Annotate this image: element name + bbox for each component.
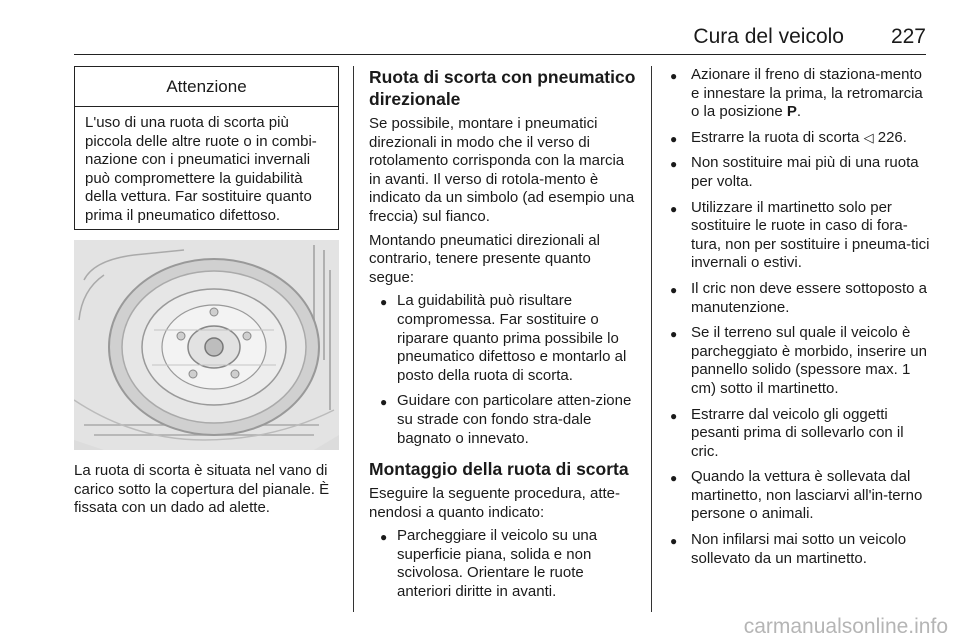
chapter-title: Cura del veicolo	[693, 25, 844, 48]
list-item: ● La guidabilità può risultare compromessa. Far sostituire o riparare quanto prima possibile lo pneumatico difettoso e montarlo al posto della ruota di scorta.	[380, 292, 627, 384]
list-item: ● Se il terreno sul quale il veicolo è parcheggiato è morbido, inserire un pannello solido (spessore max. 1 cm) sotto il martinetto.	[670, 324, 927, 397]
bullet-list	[369, 292, 637, 448]
page-reference[interactable]: 226	[877, 128, 903, 146]
page-header	[74, 24, 926, 55]
bullet-icon: ●	[670, 534, 678, 549]
section-heading-directional: Ruota di scorta con pneumatico direzionale	[369, 67, 636, 109]
bullet-icon: ●	[670, 282, 678, 297]
bullet-icon: ●	[670, 131, 678, 146]
figure-caption: La ruota di scorta è situata nel vano di carico sotto la copertura del pianale. È fissata con un dado ad alette.	[74, 462, 330, 517]
warning-title: Attenzione	[75, 67, 338, 107]
bullet-icon: ●	[670, 157, 678, 172]
list-item: ● Parcheggiare il veicolo su una superficie piana, solida e non scivolosa. Orientare le ruote anteriori diritte in avanti.	[380, 527, 598, 601]
bullet-icon: ●	[380, 295, 388, 310]
watermark: carmanualsonline.info	[743, 615, 948, 638]
paragraph: Montando pneumatici direzionali al contrario, tenere presente quanto segue:	[369, 231, 600, 286]
paragraph: Se possibile, montare i pneumatici direzionali in modo che il verso di rotolamento corrisponda con la marcia in avanti. Il verso di rotola-mento è indicato da un simbolo (ad esempio una freccia) sul fianco.	[369, 115, 635, 225]
paragraph: Eseguire la seguente procedura, atte-nendosi a quanto indicato:	[369, 485, 620, 521]
page-number: 227	[890, 25, 926, 48]
spare-wheel-illustration-icon	[74, 240, 339, 450]
bullet-icon: ●	[380, 530, 388, 545]
list-item: ● Utilizzare il martinetto solo per sostituire le ruote in caso di fora-tura, non per sostituire i pneuma-tici invernali o estivi.	[670, 198, 930, 272]
bullet-icon: ●	[670, 471, 678, 486]
column-divider	[353, 66, 354, 612]
list-item: ● Non sostituire mai più di una ruota per volta.	[670, 154, 919, 190]
list-item: ● Guidare con particolare atten-zione su strade con fondo stra-dale bagnato o innevato.	[380, 392, 632, 447]
middle-column	[369, 66, 637, 609]
list-item: ● Estrarre dal veicolo gli oggetti pesanti prima di sollevarlo con il cric.	[670, 405, 904, 460]
section-heading-mounting: Montaggio della ruota di scorta	[369, 459, 629, 480]
gear-position-p: P	[786, 103, 797, 121]
list-item: ● Il cric non deve essere sottoposto a manutenzione.	[670, 279, 927, 316]
warning-box	[74, 66, 339, 230]
bullet-icon: ●	[670, 327, 678, 342]
warning-text: L'uso di una ruota di scorta più piccola delle altre ruote o in combi-nazione con i pneumatici invernali può compromettere la guidabilità della vettura. Far sostituire quanto prima il pneumatico difettoso.	[85, 114, 317, 224]
bullet-icon: ●	[670, 201, 678, 216]
list-item: ● Non infilarsi mai sotto un veicolo sollevato da un martinetto.	[670, 531, 907, 567]
right-column	[667, 66, 932, 575]
bullet-icon: ●	[670, 69, 678, 83]
page-reference-icon: ◁	[863, 129, 874, 145]
column-divider	[651, 66, 652, 612]
list-item: ● Quando la vettura è sollevata dal martinetto, non lasciarvi all'in-terno persone o animali.	[670, 468, 923, 523]
spare-wheel-figure	[74, 240, 339, 450]
list-item: ● Estrarre la ruota di scorta ◁ 226.	[667, 129, 932, 148]
bullet-list	[667, 66, 932, 568]
bullet-icon: ●	[670, 408, 678, 423]
bullet-icon: ●	[380, 395, 388, 410]
bullet-list	[369, 527, 637, 601]
list-item: ● Azionare il freno di staziona-mento e innestare la prima, la retromarcia o la posizione P.	[670, 66, 923, 121]
